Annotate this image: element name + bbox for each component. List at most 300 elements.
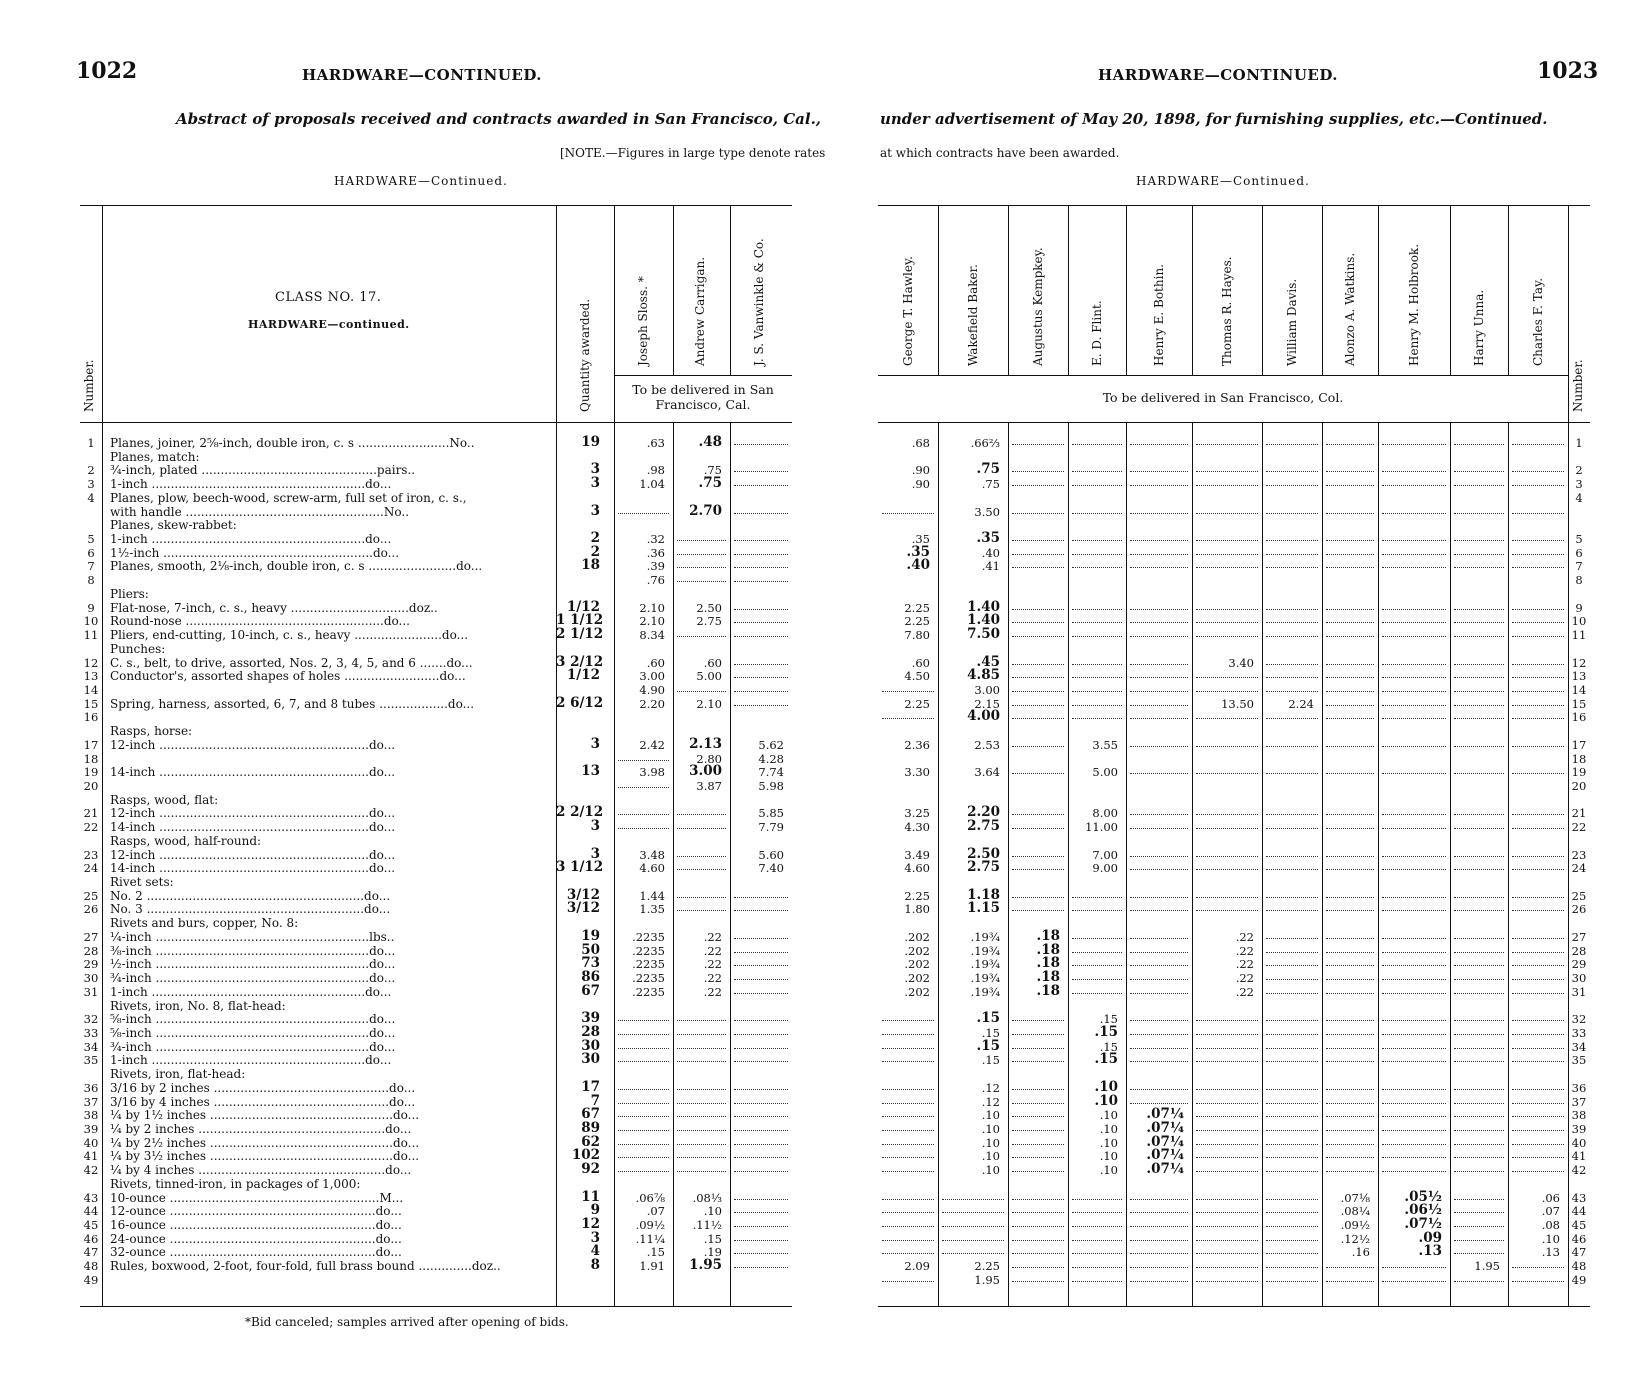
left-bid-cell-empty (734, 1212, 788, 1213)
right-bid-cell-empty (1382, 540, 1446, 541)
right-bid-cell-empty (1072, 1267, 1122, 1268)
row-number: 12 (83, 655, 99, 670)
right-bid-cell-empty (1382, 471, 1446, 472)
right-bid-cell: .08¼ (1340, 1204, 1370, 1219)
left-bid-cell: 2.20 (639, 696, 665, 711)
left-delivery-rule (614, 375, 792, 376)
right-bid-cell-empty (1012, 1034, 1064, 1035)
quantity-awarded: 102 (571, 1147, 600, 1164)
right-bid-cell: .07¼ (1146, 1147, 1184, 1164)
left-bid-cell-empty (618, 1130, 669, 1131)
quantity-awarded: 3 (590, 475, 600, 492)
item-description: 1-inch ........................................................do... (110, 532, 392, 547)
left-bid-cell-empty (734, 485, 788, 486)
row-number: 15 (1571, 696, 1587, 711)
right-bid-cell: 2.25 (904, 614, 930, 629)
right-bid-cell-empty (1382, 1267, 1446, 1268)
right-bid-cell: .66⅔ (970, 436, 1000, 450)
right-bid-cell-empty (1012, 897, 1064, 898)
right-bid-cell-empty (1196, 1171, 1258, 1172)
right-bid-cell-empty (1196, 1061, 1258, 1062)
right-bid-cell-empty (1012, 1061, 1064, 1062)
row-number: 31 (83, 984, 99, 999)
left-bid-cell: 5.62 (758, 737, 784, 752)
row-number: 3 (1575, 477, 1583, 492)
right-bid-cell-empty (882, 691, 934, 692)
left-bid-cell-empty (677, 1089, 726, 1090)
left-bid-cell-empty (618, 760, 669, 761)
row-number: 20 (1571, 779, 1587, 793)
left-bid-cell: .07 (646, 1204, 665, 1219)
right-bid-cell: 2.36 (904, 737, 930, 752)
right-bid-cell-empty (1454, 952, 1504, 953)
right-bid-cell-empty (882, 1226, 934, 1227)
right-bid-cell-empty (1072, 485, 1122, 486)
right-bid-cell-empty (1326, 444, 1374, 445)
right-bid-cell: .40 (906, 557, 930, 574)
right-bid-cell-empty (1266, 1212, 1318, 1213)
quantity-awarded: 50 (581, 941, 600, 958)
left-bid-cell-empty (677, 1103, 726, 1104)
right-bid-cell-empty (1130, 485, 1188, 486)
right-bid-cell-empty (1512, 677, 1564, 678)
right-bid-cell: .10 (1099, 1135, 1118, 1150)
right-bid-cell-empty (1196, 540, 1258, 541)
right-bidder-1: Wakefield Baker. (966, 264, 980, 366)
right-bid-cell-empty (1072, 1253, 1122, 1254)
left-bid-cell: 7.79 (758, 820, 784, 835)
right-bid-cell: 1.40 (967, 612, 1000, 629)
quantity-awarded: 86 (581, 969, 600, 986)
right-bid-cell-empty (942, 1240, 1004, 1241)
left-bid-cell-empty (734, 993, 788, 994)
left-bid-cell-empty (618, 828, 669, 829)
left-bid-cell: .10 (703, 1204, 722, 1219)
right-bid-cell-empty (1012, 1157, 1064, 1158)
right-bid-cell-empty (1454, 1034, 1504, 1035)
right-bid-cell-empty (1130, 1020, 1188, 1021)
left-bid-cell-empty (734, 622, 788, 623)
right-bid-cell-empty (1196, 1253, 1258, 1254)
item-description: 3/16 by 4 inches ..............................................do... (110, 1094, 416, 1109)
right-bid-cell-empty (1512, 1281, 1564, 1282)
right-bid-cell-empty (1512, 1034, 1564, 1035)
right-bid-cell-empty (1266, 1020, 1318, 1021)
right-bid-cell-empty (1266, 965, 1318, 966)
right-bid-cell-empty (1266, 897, 1318, 898)
right-bid-cell-empty (1326, 856, 1374, 857)
left-page-number: 1022 (76, 58, 138, 84)
right-bid-cell-empty (1130, 910, 1188, 911)
row-number: 34 (1571, 1039, 1587, 1054)
left-bid-cell: .75 (703, 463, 722, 478)
item-description: Spring, harness, assorted, 6, 7, and 8 tubes ..................do... (110, 696, 475, 711)
right-bid-cell-empty (1454, 897, 1504, 898)
right-bid-cell-empty (1266, 677, 1318, 678)
row-number: 18 (1571, 751, 1587, 766)
row-number: 33 (1571, 1025, 1587, 1040)
left-bid-cell-empty (734, 513, 788, 514)
left-running-head: HARDWARE—CONTINUED. (302, 66, 543, 84)
right-bid-cell-empty (1512, 773, 1564, 774)
row-number: 35 (83, 1053, 99, 1068)
right-bid-cell-empty (1130, 691, 1188, 692)
right-bid-cell: 4.60 (904, 861, 930, 876)
row-number: 25 (83, 888, 99, 903)
left-bid-cell-empty (734, 636, 788, 637)
row-number: 37 (83, 1094, 99, 1109)
row-number: 24 (1571, 861, 1587, 876)
left-bid-cell-empty (677, 1157, 726, 1158)
item-description: ⅝-inch ........................................................do... (110, 1025, 396, 1040)
left-qty-label: Quantity awarded. (578, 298, 592, 412)
row-number: 32 (83, 1012, 99, 1027)
right-bid-cell: .19¾ (970, 957, 1000, 972)
right-bid-cell-empty (1382, 691, 1446, 692)
right-bid-cell-empty (1130, 773, 1188, 774)
left-bid-cell: 2.50 (696, 600, 722, 615)
right-bid-cell: 11.00 (1085, 820, 1118, 835)
right-bid-cell-empty (1326, 1048, 1374, 1049)
right-bid-cell: 2.25 (974, 1259, 1000, 1274)
right-bid-cell-empty (1266, 1130, 1318, 1131)
row-number: 13 (1571, 669, 1587, 684)
row-number: 9 (1575, 600, 1583, 615)
right-bid-cell-empty (1012, 1089, 1064, 1090)
right-bid-cell-empty (1072, 567, 1122, 568)
right-bid-cell-empty (1266, 856, 1318, 857)
right-col-rule (1450, 205, 1451, 375)
quantity-awarded: 3/12 (566, 900, 600, 917)
left-bid-cell-empty (618, 787, 669, 788)
right-bid-cell-empty (1012, 1103, 1064, 1104)
right-bid-cell-empty (1072, 938, 1122, 939)
row-number: 22 (1571, 820, 1587, 835)
row-number: 28 (1571, 943, 1587, 958)
right-bid-cell-empty (882, 1253, 934, 1254)
row-number: 38 (83, 1108, 99, 1123)
item-description: Pliers: (110, 586, 149, 601)
right-col-rule (1378, 422, 1379, 1306)
left-bid-cell: 5.85 (758, 806, 784, 821)
right-bid-cell-empty (1266, 540, 1318, 541)
row-number: 23 (1571, 847, 1587, 862)
right-bid-cell-empty (882, 1089, 934, 1090)
right-bid-cell-empty (1382, 554, 1446, 555)
right-bid-cell: .15 (981, 1053, 1000, 1068)
left-bid-cell: .2235 (632, 929, 665, 944)
row-number: 29 (1571, 957, 1587, 972)
right-bid-cell-empty (1326, 609, 1374, 610)
right-bid-cell-empty (1382, 1034, 1446, 1035)
right-bid-cell-empty (1382, 746, 1446, 747)
right-bid-cell-empty (1382, 1144, 1446, 1145)
right-bid-cell-empty (1512, 746, 1564, 747)
right-bid-cell-empty (1326, 1130, 1374, 1131)
right-bid-cell-empty (1266, 952, 1318, 953)
right-bid-cell-empty (882, 1281, 934, 1282)
right-bid-cell-empty (1266, 636, 1318, 637)
right-bid-cell-empty (1454, 691, 1504, 692)
right-bid-cell: 2.25 (904, 600, 930, 615)
right-bid-cell: .12½ (1340, 1231, 1370, 1246)
right-bid-cell-empty (1454, 814, 1504, 815)
right-bid-cell-empty (1196, 1240, 1258, 1241)
right-bid-cell-empty (1326, 1020, 1374, 1021)
right-bid-cell-empty (1266, 1281, 1318, 1282)
right-note: at which contracts have been awarded. (880, 146, 1120, 160)
right-bid-cell-empty (1130, 1199, 1188, 1200)
right-bid-cell-empty (1512, 540, 1564, 541)
right-bid-cell-empty (1326, 718, 1374, 719)
right-bid-cell-empty (1454, 1116, 1504, 1117)
right-bid-cell-empty (1454, 636, 1504, 637)
right-bid-cell: 13.50 (1221, 696, 1254, 711)
right-bid-cell: 3.64 (974, 765, 1000, 780)
right-section-head: HARDWARE—Continued. (1136, 174, 1310, 188)
left-bid-cell-empty (734, 540, 788, 541)
right-bid-cell-empty (1130, 1103, 1188, 1104)
item-description: 16-ounce ......................................................do... (110, 1218, 402, 1233)
left-bid-cell-empty (677, 856, 726, 857)
right-bid-cell: 9.00 (1092, 861, 1118, 876)
right-bid-cell: .22 (1235, 929, 1254, 944)
right-bid-cell-empty (1382, 513, 1446, 514)
right-bid-cell: 1.95 (974, 1272, 1000, 1287)
right-bid-cell-empty (1454, 1020, 1504, 1021)
right-bid-cell-empty (1012, 1130, 1064, 1131)
right-bid-cell: .18 (1036, 969, 1060, 986)
right-bid-cell-empty (1130, 938, 1188, 939)
right-bid-cell-empty (1454, 718, 1504, 719)
item-description: ¼ by 4 inches .................................................do... (110, 1163, 412, 1178)
right-bid-cell-empty (1382, 965, 1446, 966)
row-number: 25 (1571, 888, 1587, 903)
item-description: Rivets and burs, copper, No. 8: (110, 916, 299, 931)
row-number: 39 (83, 1122, 99, 1136)
right-col-rule (1450, 422, 1451, 1306)
right-bid-cell: .15 (1094, 1051, 1118, 1068)
row-number: 19 (83, 765, 99, 780)
left-bid-cell-empty (734, 1061, 788, 1062)
item-description: Planes, match: (110, 449, 200, 464)
quantity-awarded: 9 (590, 1202, 600, 1219)
right-bid-cell-empty (1512, 1157, 1564, 1158)
right-bid-cell-empty (1512, 1048, 1564, 1049)
right-bid-cell-empty (1072, 636, 1122, 637)
right-bid-cell-empty (1012, 1116, 1064, 1117)
quantity-awarded: 3 (590, 502, 600, 519)
left-bidder-1: Andrew Carrigan. (693, 256, 707, 366)
right-bid-cell: 2.53 (974, 737, 1000, 752)
row-number: 43 (83, 1190, 99, 1205)
row-number: 11 (83, 628, 99, 643)
row-number: 21 (83, 806, 99, 821)
right-subtitle: under advertisement of May 20, 1898, for furnishing supplies, etc.—Continued. (880, 110, 1548, 128)
right-bid-cell-empty (882, 1061, 934, 1062)
right-bid-cell-empty (1196, 746, 1258, 747)
right-col-rule (1068, 205, 1069, 375)
right-bid-cell: .15 (981, 1025, 1000, 1040)
right-bid-cell-empty (882, 718, 934, 719)
right-bid-cell-empty (1196, 1144, 1258, 1145)
right-bid-cell-empty (1326, 746, 1374, 747)
right-bid-cell-empty (1454, 993, 1504, 994)
right-bid-cell-empty (1130, 952, 1188, 953)
item-description: Punches: (110, 641, 166, 656)
right-bid-cell-empty (1382, 622, 1446, 623)
right-bid-cell-empty (1326, 869, 1374, 870)
item-description: Rasps, wood, flat: (110, 792, 219, 807)
left-bid-cell-empty (677, 581, 726, 582)
left-class-title: CLASS NO. 17. (275, 290, 382, 305)
right-bid-cell-empty (1454, 938, 1504, 939)
right-bid-cell-empty (1382, 485, 1446, 486)
right-bid-cell: .35 (976, 530, 1000, 547)
right-bid-cell: .15 (1094, 1023, 1118, 1040)
right-col-rule (1322, 422, 1323, 1306)
left-bid-cell-empty (677, 1144, 726, 1145)
left-footnote: *Bid canceled; samples arrived after opening of bids. (245, 1315, 569, 1329)
left-bid-cell: 1.91 (639, 1259, 665, 1274)
right-bid-cell-empty (1382, 664, 1446, 665)
right-bid-cell-empty (1512, 897, 1564, 898)
right-bid-cell-empty (1382, 979, 1446, 980)
right-bid-cell: .35 (906, 543, 930, 560)
left-bid-cell-empty (734, 1020, 788, 1021)
right-bid-cell-empty (1266, 1116, 1318, 1117)
right-bid-cell-empty (1512, 1089, 1564, 1090)
right-bid-cell: .18 (1036, 955, 1060, 972)
item-description: 10-ounce .......................................................M... (110, 1190, 404, 1205)
right-bid-cell-empty (1130, 993, 1188, 994)
right-bid-cell-empty (1382, 1130, 1446, 1131)
quantity-awarded: 7 (590, 1092, 600, 1109)
right-bid-cell-empty (1130, 540, 1188, 541)
left-bid-cell: .60 (646, 655, 665, 670)
right-bidder-5: Thomas R. Hayes. (1220, 256, 1234, 366)
right-bid-cell-empty (1512, 1061, 1564, 1062)
right-bid-cell-empty (1130, 1212, 1188, 1213)
left-bid-cell-empty (734, 979, 788, 980)
item-description: ⅜-inch ........................................................do... (110, 943, 396, 958)
quantity-awarded: 67 (581, 982, 600, 999)
right-bid-cell-empty (1454, 1281, 1504, 1282)
left-bid-cell: .22 (703, 957, 722, 972)
item-description: 12-inch .......................................................do... (110, 737, 396, 752)
left-bid-cell-empty (734, 1253, 788, 1254)
row-number: 30 (1571, 971, 1587, 986)
right-bid-cell-empty (1196, 636, 1258, 637)
right-bid-cell-empty (1012, 677, 1064, 678)
right-bid-cell-empty (1326, 965, 1374, 966)
right-bid-cell-empty (1454, 1061, 1504, 1062)
right-bid-cell-empty (1130, 856, 1188, 857)
right-bid-cell-empty (1326, 952, 1374, 953)
right-bid-cell-empty (1512, 622, 1564, 623)
right-bid-cell-empty (1326, 773, 1374, 774)
right-bid-cell-empty (1012, 471, 1064, 472)
quantity-awarded: 3 2/12 (556, 653, 604, 670)
left-bid-cell: 3.48 (639, 847, 665, 862)
right-bid-cell: 3.55 (1092, 737, 1118, 752)
right-bid-cell-empty (1196, 1034, 1258, 1035)
right-bid-cell: .10 (981, 1163, 1000, 1178)
right-bid-cell-empty (1382, 705, 1446, 706)
right-bid-cell-empty (1454, 869, 1504, 870)
right-bid-cell-empty (1512, 828, 1564, 829)
right-bid-cell-empty (1012, 444, 1064, 445)
row-number: 17 (1571, 737, 1587, 752)
quantity-awarded: 2 (590, 530, 600, 547)
quantity-awarded: 28 (581, 1023, 600, 1040)
right-bid-cell-empty (1012, 1199, 1064, 1200)
row-number: 47 (83, 1245, 99, 1260)
right-bid-cell: 3.50 (974, 504, 1000, 519)
right-bid-cell: 3.49 (904, 847, 930, 862)
row-number: 7 (1575, 559, 1583, 574)
right-bid-cell-empty (1512, 1020, 1564, 1021)
right-bid-cell-empty (1196, 814, 1258, 815)
right-bid-cell-empty (1512, 965, 1564, 966)
right-bid-cell-empty (1196, 1103, 1258, 1104)
right-bid-cell: .19¾ (970, 971, 1000, 986)
left-bid-cell: .19 (703, 1245, 722, 1260)
right-bid-cell: .06 (1541, 1190, 1560, 1205)
left-bid-cell: 2.10 (639, 614, 665, 629)
right-bid-cell-empty (1130, 1034, 1188, 1035)
right-bid-cell-empty (1196, 869, 1258, 870)
right-bid-cell-empty (1196, 856, 1258, 857)
right-bid-cell-empty (1454, 1253, 1504, 1254)
right-bid-cell-empty (1326, 1034, 1374, 1035)
row-number: 4 (87, 490, 95, 505)
right-bidder-0: George T. Hawley. (901, 256, 915, 366)
row-number: 43 (1571, 1190, 1587, 1205)
right-bid-cell-empty (1012, 1281, 1064, 1282)
left-bid-cell: .2235 (632, 984, 665, 999)
right-bid-cell: 7.50 (967, 626, 1000, 643)
left-bid-cell: .63 (646, 436, 665, 450)
row-number: 8 (87, 573, 95, 588)
right-bid-cell: .10 (1094, 1078, 1118, 1095)
left-bid-cell-empty (618, 1171, 669, 1172)
left-bid-cell-empty (618, 1048, 669, 1049)
row-number: 49 (83, 1272, 99, 1287)
right-bid-cell: .10 (981, 1122, 1000, 1136)
left-bid-cell-empty (734, 1048, 788, 1049)
right-bidder-9: Harry Unna. (1472, 289, 1486, 366)
item-description: ¼-inch ........................................................lbs.. (110, 929, 395, 944)
item-description: 32-ounce ......................................................do... (110, 1245, 402, 1260)
right-bid-cell-empty (1196, 897, 1258, 898)
quantity-awarded: 89 (581, 1120, 600, 1136)
right-bid-cell: 2.24 (1288, 696, 1314, 711)
right-bid-cell-empty (1382, 814, 1446, 815)
right-bid-cell-empty (1012, 1240, 1064, 1241)
right-bid-cell-empty (1266, 1171, 1318, 1172)
right-bid-cell-empty (1454, 444, 1504, 445)
right-col-rule (1192, 422, 1193, 1306)
right-bid-cell-empty (1266, 485, 1318, 486)
quantity-awarded: 39 (581, 1010, 600, 1027)
right-bid-cell-empty (1012, 609, 1064, 610)
right-bid-cell-empty (1512, 814, 1564, 815)
right-bid-cell-empty (1072, 910, 1122, 911)
right-bid-cell: 5.00 (1092, 765, 1118, 780)
item-description: Rivets, iron, flat-head: (110, 1067, 246, 1082)
right-bid-cell-empty (882, 1130, 934, 1131)
